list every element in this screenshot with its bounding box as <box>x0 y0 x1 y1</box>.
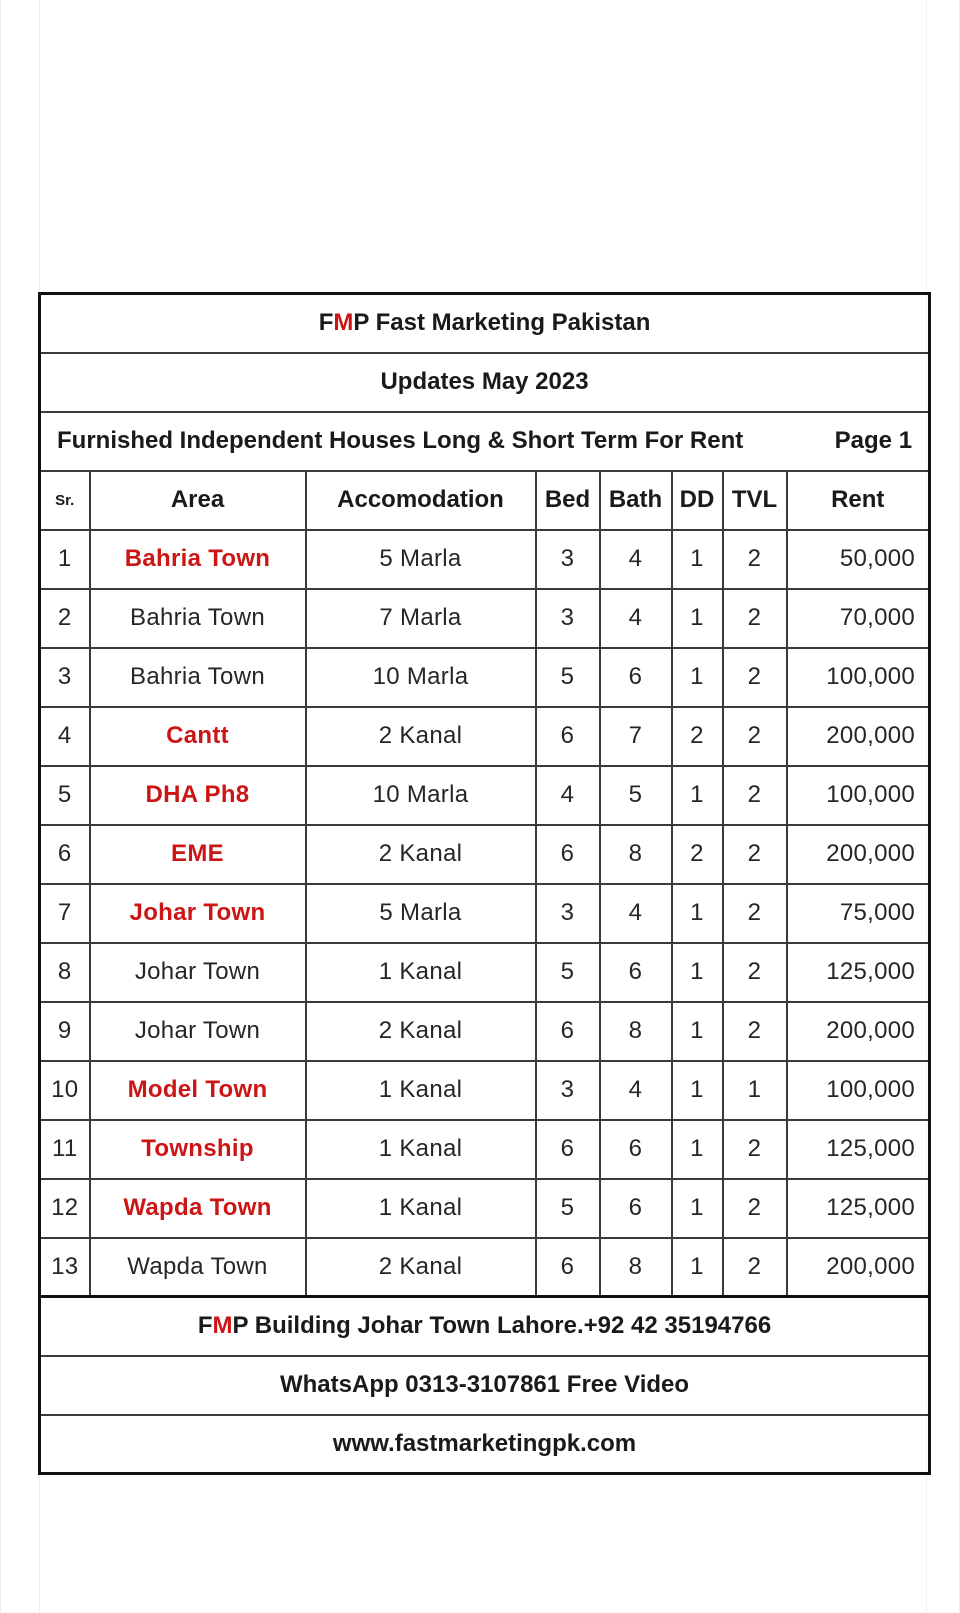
cell-bed: 5 <box>536 648 600 707</box>
cell-bed: 3 <box>536 589 600 648</box>
table-row <box>40 825 930 884</box>
cell-sr: 3 <box>40 648 90 707</box>
cell-tvl: 2 <box>723 1238 787 1297</box>
cell-rent: 125,000 <box>787 1120 930 1179</box>
column-header-accomodation: Accomodation <box>306 471 536 530</box>
cell-accomodation: 2 Kanal <box>306 707 536 766</box>
cell-accomodation: 1 Kanal <box>306 1061 536 1120</box>
cell-bed: 5 <box>536 943 600 1002</box>
cell-sr: 6 <box>40 825 90 884</box>
table-row <box>40 884 930 943</box>
cell-sr: 9 <box>40 1002 90 1061</box>
brand-letter-f: F <box>318 309 334 337</box>
cell-accomodation: 7 Marla <box>306 589 536 648</box>
cell-sr: 10 <box>40 1061 90 1120</box>
table-row <box>40 707 930 766</box>
table-row <box>40 1002 930 1061</box>
table-row <box>40 1120 930 1179</box>
brand-name: P Fast Marketing Pakistan <box>353 309 651 337</box>
subtitle-row <box>40 412 930 471</box>
update-row <box>40 353 930 412</box>
cell-tvl: 2 <box>723 589 787 648</box>
address-letter-m: M <box>212 1312 233 1340</box>
address-letter-f: F <box>197 1312 213 1340</box>
cell-dd: 2 <box>672 825 723 884</box>
table-row <box>40 589 930 648</box>
cell-sr: 11 <box>40 1120 90 1179</box>
column-header-rent: Rent <box>787 471 930 530</box>
cell-bath: 8 <box>600 1238 672 1297</box>
column-header-bed: Bed <box>536 471 600 530</box>
table-row <box>40 530 930 589</box>
website-row <box>40 1415 930 1474</box>
cell-sr: 5 <box>40 766 90 825</box>
cell-dd: 1 <box>672 530 723 589</box>
cell-tvl: 2 <box>723 1179 787 1238</box>
cell-bed: 6 <box>536 1002 600 1061</box>
cell-tvl: 2 <box>723 825 787 884</box>
table-row <box>40 766 930 825</box>
cell-bed: 3 <box>536 1061 600 1120</box>
cell-bath: 7 <box>600 707 672 766</box>
cell-rent: 70,000 <box>787 589 930 648</box>
table-row <box>40 1061 930 1120</box>
subtitle-text: Furnished Independent Houses Long & Short Term For Rent <box>57 427 744 454</box>
cell-rent: 200,000 <box>787 825 930 884</box>
cell-accomodation: 1 Kanal <box>306 943 536 1002</box>
cell-area: Bahria Town <box>90 530 306 589</box>
cell-area: Wapda Town <box>90 1179 306 1238</box>
cell-rent: 200,000 <box>787 1002 930 1061</box>
whatsapp-row <box>40 1356 930 1415</box>
cell-area: Bahria Town <box>90 648 306 707</box>
update-line: Updates May 2023 <box>40 353 930 412</box>
brand-title <box>40 294 930 353</box>
cell-rent: 75,000 <box>787 884 930 943</box>
cell-bath: 6 <box>600 943 672 1002</box>
cell-accomodation: 1 Kanal <box>306 1179 536 1238</box>
cell-bath: 6 <box>600 1120 672 1179</box>
address-row <box>40 1297 930 1356</box>
cell-bed: 6 <box>536 825 600 884</box>
cell-dd: 1 <box>672 1238 723 1297</box>
cell-tvl: 2 <box>723 648 787 707</box>
cell-tvl: 1 <box>723 1061 787 1120</box>
rental-price-table <box>38 292 931 1475</box>
cell-bath: 4 <box>600 530 672 589</box>
cell-area: Cantt <box>90 707 306 766</box>
cell-tvl: 2 <box>723 707 787 766</box>
cell-area: Model Town <box>90 1061 306 1120</box>
cell-bath: 8 <box>600 825 672 884</box>
cell-area: Township <box>90 1120 306 1179</box>
cell-accomodation: 5 Marla <box>306 884 536 943</box>
cell-bed: 6 <box>536 1120 600 1179</box>
cell-bath: 6 <box>600 648 672 707</box>
whatsapp-line: WhatsApp 0313-3107861 Free Video <box>40 1356 930 1415</box>
column-header-dd: DD <box>672 471 723 530</box>
cell-bath: 8 <box>600 1002 672 1061</box>
cell-bath: 4 <box>600 884 672 943</box>
website-link[interactable]: www.fastmarketingpk.com <box>40 1415 930 1474</box>
cell-area: DHA Ph8 <box>90 766 306 825</box>
brand-letter-m: M <box>333 309 354 337</box>
cell-rent: 100,000 <box>787 1061 930 1120</box>
cell-dd: 1 <box>672 589 723 648</box>
cell-accomodation: 5 Marla <box>306 530 536 589</box>
cell-dd: 1 <box>672 1002 723 1061</box>
cell-area: Johar Town <box>90 884 306 943</box>
cell-rent: 125,000 <box>787 1179 930 1238</box>
cell-rent: 100,000 <box>787 766 930 825</box>
cell-rent: 125,000 <box>787 943 930 1002</box>
cell-dd: 1 <box>672 1179 723 1238</box>
cell-bath: 4 <box>600 589 672 648</box>
cell-bath: 4 <box>600 1061 672 1120</box>
cell-sr: 7 <box>40 884 90 943</box>
cell-bed: 3 <box>536 530 600 589</box>
subtitle-cell <box>40 412 930 471</box>
page-label: Page 1 <box>834 427 913 454</box>
cell-bed: 5 <box>536 1179 600 1238</box>
cell-bed: 3 <box>536 884 600 943</box>
cell-sr: 12 <box>40 1179 90 1238</box>
cell-dd: 2 <box>672 707 723 766</box>
cell-bed: 4 <box>536 766 600 825</box>
cell-accomodation: 1 Kanal <box>306 1120 536 1179</box>
cell-accomodation: 10 Marla <box>306 648 536 707</box>
cell-area: Bahria Town <box>90 589 306 648</box>
cell-rent: 200,000 <box>787 707 930 766</box>
cell-accomodation: 2 Kanal <box>306 1002 536 1061</box>
cell-sr: 4 <box>40 707 90 766</box>
cell-bed: 6 <box>536 1238 600 1297</box>
column-header-area: Area <box>90 471 306 530</box>
column-header-tvl: TVL <box>723 471 787 530</box>
cell-tvl: 2 <box>723 1120 787 1179</box>
cell-dd: 1 <box>672 1120 723 1179</box>
column-header-sr: Sr. <box>40 471 90 530</box>
table-row <box>40 648 930 707</box>
cell-accomodation: 2 Kanal <box>306 1238 536 1297</box>
cell-area: EME <box>90 825 306 884</box>
cell-tvl: 2 <box>723 530 787 589</box>
cell-dd: 1 <box>672 1061 723 1120</box>
address-line <box>40 1297 930 1356</box>
cell-area: Wapda Town <box>90 1238 306 1297</box>
cell-dd: 1 <box>672 648 723 707</box>
cell-tvl: 2 <box>723 766 787 825</box>
cell-rent: 50,000 <box>787 530 930 589</box>
cell-tvl: 2 <box>723 943 787 1002</box>
cell-area: Johar Town <box>90 1002 306 1061</box>
cell-sr: 2 <box>40 589 90 648</box>
table-row <box>40 1238 930 1297</box>
table-header-banners <box>40 294 930 530</box>
cell-bed: 6 <box>536 707 600 766</box>
table-row <box>40 1179 930 1238</box>
cell-sr: 13 <box>40 1238 90 1297</box>
cell-tvl: 2 <box>723 884 787 943</box>
cell-rent: 200,000 <box>787 1238 930 1297</box>
cell-dd: 1 <box>672 766 723 825</box>
cell-accomodation: 2 Kanal <box>306 825 536 884</box>
cell-accomodation: 10 Marla <box>306 766 536 825</box>
cell-tvl: 2 <box>723 1002 787 1061</box>
column-header-bath: Bath <box>600 471 672 530</box>
brand-row <box>40 294 930 353</box>
cell-rent: 100,000 <box>787 648 930 707</box>
cell-bath: 5 <box>600 766 672 825</box>
table-footer <box>40 1297 930 1474</box>
cell-dd: 1 <box>672 884 723 943</box>
cell-area: Johar Town <box>90 943 306 1002</box>
cell-dd: 1 <box>672 943 723 1002</box>
cell-bath: 6 <box>600 1179 672 1238</box>
column-header-row <box>40 471 930 530</box>
table-row <box>40 943 930 1002</box>
cell-sr: 1 <box>40 530 90 589</box>
cell-sr: 8 <box>40 943 90 1002</box>
address-text: P Building Johar Town Lahore.+92 42 35194766 <box>232 1312 772 1340</box>
table-body <box>40 530 930 1297</box>
